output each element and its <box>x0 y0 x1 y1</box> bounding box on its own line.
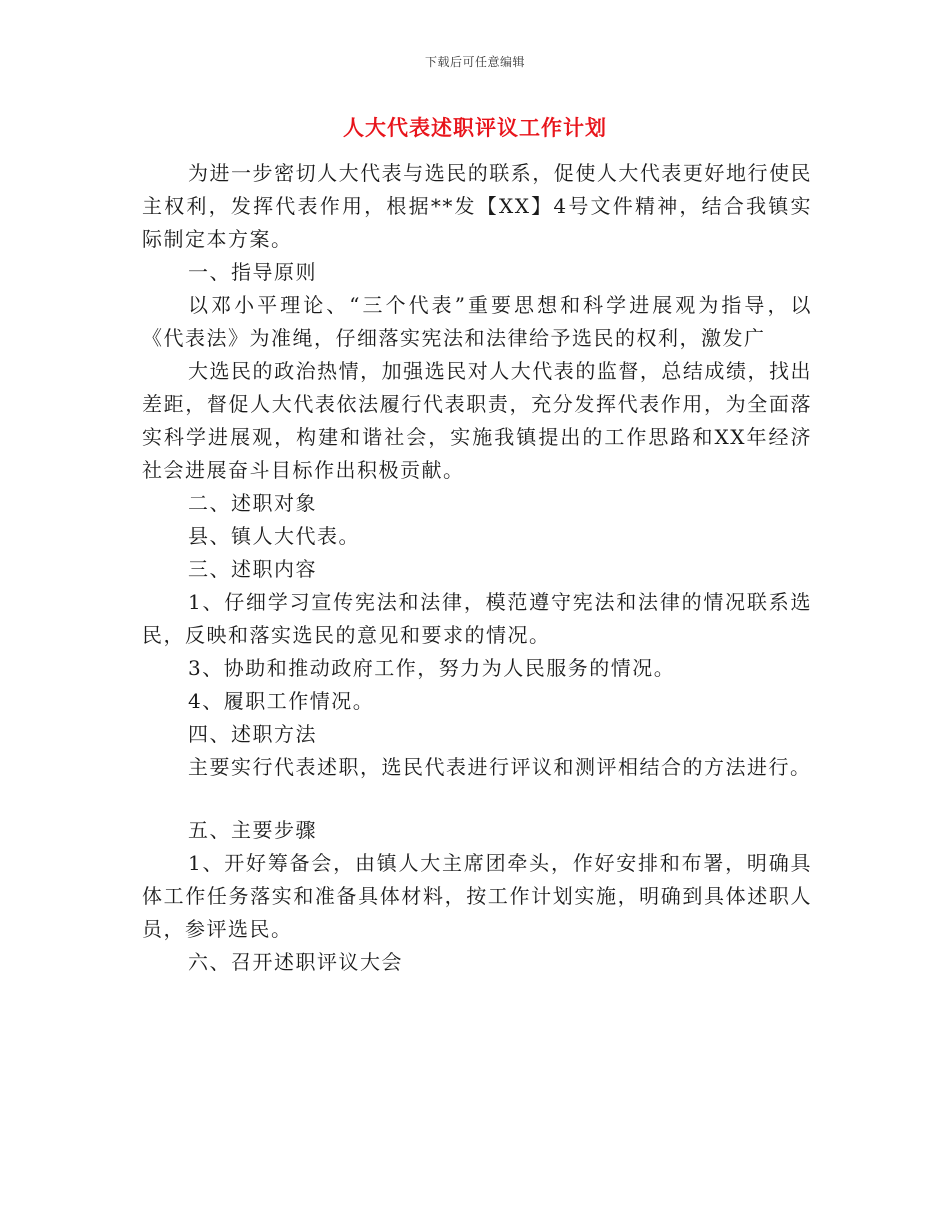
paragraph-guiding-principles-cont: 大选民的政治热情，加强选民对人大代表的监督，总结成绩，找出差距，督促人大代表依法履行代表职责，充分发挥代表作用，为全面落实科学进展观，构建和谐社会，实施我镇提出的工作思路和XX年经济社会进展奋斗目标作出积极贡献。 <box>142 359 812 482</box>
paragraph-content-item-4: 4、履职工作情况。 <box>188 689 375 713</box>
paragraph-content-item-1: 1、仔细学习宣传宪法和法律，模范遵守宪法和法律的情况联系选民，反映和落实选民的意见和要求的情况。 <box>142 590 812 647</box>
section-heading-guiding-principles: 一、指导原则 <box>188 260 317 284</box>
paragraph-content-item-3: 3、协助和推动政府工作，努力为人民服务的情况。 <box>188 656 676 680</box>
section-heading-steps: 五、主要步骤 <box>188 818 317 842</box>
section-heading-targets: 二、述职对象 <box>188 491 317 515</box>
paragraph-targets: 县、镇人大代表。 <box>188 524 360 548</box>
section-heading-content: 三、述职内容 <box>188 557 317 581</box>
header-note: 下载后可任意编辑 <box>424 55 525 69</box>
document-body <box>142 157 812 979</box>
document-title: 人大代表述职评议工作计划 <box>343 115 607 140</box>
section-heading-method: 四、述职方法 <box>188 722 317 746</box>
paragraph-intro: 为进一步密切人大代表与选民的联系，促使人大代表更好地行使民主权利，发挥代表作用，根据**发【XX】4号文件精神，结合我镇实际制定本方案。 <box>142 161 812 251</box>
paragraph-steps-item-1: 1、开好筹备会，由镇人大主席团牵头，作好安排和布署，明确具体工作任务落实和准备具体材料，按工作计划实施，明确到具体述职人员，参评选民。 <box>142 851 812 941</box>
paragraph-method: 主要实行代表述职，选民代表进行评议和测评相结合的方法进行。 <box>188 755 812 779</box>
section-heading-meeting: 六、召开述职评议大会 <box>188 950 403 974</box>
paragraph-guiding-principles: 以邓小平理论、“三个代表”重要思想和科学进展观为指导，以《代表法》为准绳，仔细落实宪法和法律给予选民的权利，激发广 <box>142 293 812 350</box>
